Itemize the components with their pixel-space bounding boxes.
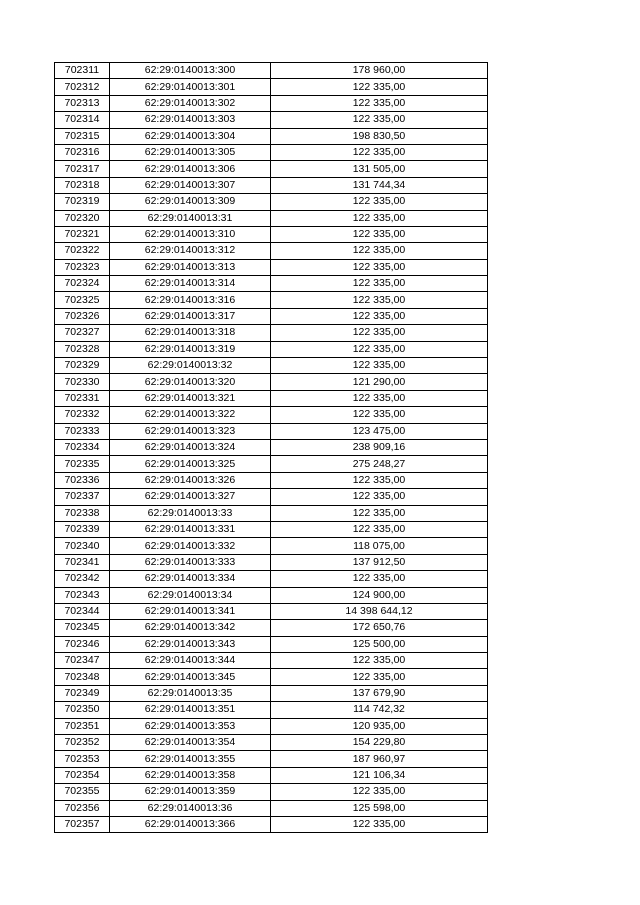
cadastral-number-cell: 62:29:0140013:354 [110, 735, 271, 751]
table-row [55, 276, 488, 292]
cadastral-value-cell: 122 335,00 [271, 341, 488, 357]
row-number-cell: 702346 [55, 636, 110, 652]
row-number-cell: 702352 [55, 735, 110, 751]
row-number-cell: 702357 [55, 816, 110, 832]
cadastral-number-cell: 62:29:0140013:32 [110, 358, 271, 374]
table-row [55, 358, 488, 374]
cadastral-value-cell: 122 335,00 [271, 308, 488, 324]
cadastral-number-cell: 62:29:0140013:341 [110, 603, 271, 619]
cadastral-number-cell: 62:29:0140013:332 [110, 538, 271, 554]
cadastral-value-cell: 122 335,00 [271, 292, 488, 308]
row-number-cell: 702345 [55, 620, 110, 636]
table-row [55, 685, 488, 701]
cadastral-number-cell: 62:29:0140013:359 [110, 784, 271, 800]
table-row [55, 210, 488, 226]
cadastral-number-cell: 62:29:0140013:310 [110, 226, 271, 242]
cadastral-value-cell: 122 335,00 [271, 112, 488, 128]
table-row [55, 767, 488, 783]
table-row [55, 571, 488, 587]
row-number-cell: 702337 [55, 489, 110, 505]
table-row [55, 226, 488, 242]
cadastral-value-cell: 122 335,00 [271, 571, 488, 587]
cadastral-number-cell: 62:29:0140013:345 [110, 669, 271, 685]
cadastral-value-cell: 122 335,00 [271, 505, 488, 521]
cadastral-value-cell: 122 335,00 [271, 653, 488, 669]
cadastral-value-cell: 14 398 644,12 [271, 603, 488, 619]
cadastral-number-cell: 62:29:0140013:313 [110, 259, 271, 275]
table-row [55, 259, 488, 275]
cadastral-number-cell: 62:29:0140013:305 [110, 144, 271, 160]
row-number-cell: 702355 [55, 784, 110, 800]
table-row [55, 407, 488, 423]
cadastral-number-cell: 62:29:0140013:325 [110, 456, 271, 472]
table-row [55, 456, 488, 472]
cadastral-number-cell: 62:29:0140013:302 [110, 95, 271, 111]
cadastral-number-cell: 62:29:0140013:318 [110, 325, 271, 341]
cadastral-value-cell: 122 335,00 [271, 669, 488, 685]
table-row [55, 620, 488, 636]
cadastral-number-cell: 62:29:0140013:355 [110, 751, 271, 767]
table-row [55, 374, 488, 390]
row-number-cell: 702356 [55, 800, 110, 816]
cadastral-value-cell: 125 598,00 [271, 800, 488, 816]
cadastral-number-cell: 62:29:0140013:343 [110, 636, 271, 652]
row-number-cell: 702354 [55, 767, 110, 783]
cadastral-value-cell: 123 475,00 [271, 423, 488, 439]
row-number-cell: 702343 [55, 587, 110, 603]
row-number-cell: 702341 [55, 554, 110, 570]
cadastral-value-cell: 275 248,27 [271, 456, 488, 472]
cadastral-value-cell: 122 335,00 [271, 243, 488, 259]
cadastral-value-cell: 122 335,00 [271, 816, 488, 832]
table-row [55, 308, 488, 324]
table-row [55, 95, 488, 111]
cadastral-value-cell: 122 335,00 [271, 521, 488, 537]
cadastral-value-cell: 125 500,00 [271, 636, 488, 652]
cadastral-number-cell: 62:29:0140013:321 [110, 390, 271, 406]
cadastral-number-cell: 62:29:0140013:334 [110, 571, 271, 587]
cadastral-number-cell: 62:29:0140013:36 [110, 800, 271, 816]
table-row [55, 439, 488, 455]
cadastral-value-cell: 118 075,00 [271, 538, 488, 554]
table-row [55, 472, 488, 488]
cadastral-number-cell: 62:29:0140013:353 [110, 718, 271, 734]
cadastral-number-cell: 62:29:0140013:35 [110, 685, 271, 701]
table-row [55, 243, 488, 259]
cadastral-value-cell: 122 335,00 [271, 226, 488, 242]
table-row [55, 653, 488, 669]
cadastral-number-cell: 62:29:0140013:323 [110, 423, 271, 439]
cadastral-number-cell: 62:29:0140013:314 [110, 276, 271, 292]
cadastral-value-cell: 122 335,00 [271, 489, 488, 505]
cadastral-value-cell: 122 335,00 [271, 276, 488, 292]
row-number-cell: 702348 [55, 669, 110, 685]
row-number-cell: 702332 [55, 407, 110, 423]
table-row [55, 292, 488, 308]
row-number-cell: 702323 [55, 259, 110, 275]
row-number-cell: 702311 [55, 63, 110, 79]
cadastral-number-cell: 62:29:0140013:326 [110, 472, 271, 488]
cadastral-number-cell: 62:29:0140013:319 [110, 341, 271, 357]
row-number-cell: 702339 [55, 521, 110, 537]
row-number-cell: 702312 [55, 79, 110, 95]
cadastral-value-cell: 121 290,00 [271, 374, 488, 390]
cadastral-number-cell: 62:29:0140013:351 [110, 702, 271, 718]
row-number-cell: 702350 [55, 702, 110, 718]
table-body [55, 63, 488, 833]
row-number-cell: 702347 [55, 653, 110, 669]
table-row [55, 800, 488, 816]
cadastral-value-cell: 178 960,00 [271, 63, 488, 79]
cadastral-value-cell: 137 679,90 [271, 685, 488, 701]
row-number-cell: 702325 [55, 292, 110, 308]
table-row [55, 177, 488, 193]
row-number-cell: 702315 [55, 128, 110, 144]
table-row [55, 423, 488, 439]
cadastral-value-cell: 131 744,34 [271, 177, 488, 193]
table-row [55, 702, 488, 718]
cadastral-value-cell: 122 335,00 [271, 390, 488, 406]
cadastral-number-cell: 62:29:0140013:320 [110, 374, 271, 390]
cadastral-value-cell: 198 830,50 [271, 128, 488, 144]
cadastral-number-cell: 62:29:0140013:358 [110, 767, 271, 783]
row-number-cell: 702321 [55, 226, 110, 242]
cadastral-value-cell: 131 505,00 [271, 161, 488, 177]
cadastral-number-cell: 62:29:0140013:307 [110, 177, 271, 193]
cadastral-number-cell: 62:29:0140013:324 [110, 439, 271, 455]
cadastral-number-cell: 62:29:0140013:366 [110, 816, 271, 832]
cadastral-number-cell: 62:29:0140013:304 [110, 128, 271, 144]
row-number-cell: 702349 [55, 685, 110, 701]
cadastral-value-cell: 122 335,00 [271, 472, 488, 488]
cadastral-value-cell: 114 742,32 [271, 702, 488, 718]
row-number-cell: 702313 [55, 95, 110, 111]
table-row [55, 194, 488, 210]
row-number-cell: 702342 [55, 571, 110, 587]
row-number-cell: 702336 [55, 472, 110, 488]
row-number-cell: 702314 [55, 112, 110, 128]
row-number-cell: 702324 [55, 276, 110, 292]
table-row [55, 751, 488, 767]
table-row [55, 669, 488, 685]
row-number-cell: 702333 [55, 423, 110, 439]
row-number-cell: 702326 [55, 308, 110, 324]
table-row [55, 735, 488, 751]
table-row [55, 112, 488, 128]
cadastral-value-cell: 122 335,00 [271, 210, 488, 226]
cadastral-value-cell: 122 335,00 [271, 194, 488, 210]
table-row [55, 521, 488, 537]
cadastral-number-cell: 62:29:0140013:301 [110, 79, 271, 95]
table-row [55, 505, 488, 521]
table-row [55, 390, 488, 406]
row-number-cell: 702338 [55, 505, 110, 521]
cadastral-value-cell: 122 335,00 [271, 325, 488, 341]
cadastral-number-cell: 62:29:0140013:342 [110, 620, 271, 636]
row-number-cell: 702330 [55, 374, 110, 390]
cadastral-number-cell: 62:29:0140013:316 [110, 292, 271, 308]
cadastral-value-cell: 122 335,00 [271, 259, 488, 275]
table-row [55, 603, 488, 619]
cadastral-value-cell: 122 335,00 [271, 95, 488, 111]
row-number-cell: 702353 [55, 751, 110, 767]
row-number-cell: 702340 [55, 538, 110, 554]
row-number-cell: 702351 [55, 718, 110, 734]
row-number-cell: 702334 [55, 439, 110, 455]
row-number-cell: 702318 [55, 177, 110, 193]
cadastral-number-cell: 62:29:0140013:333 [110, 554, 271, 570]
table-row [55, 554, 488, 570]
table-row [55, 161, 488, 177]
row-number-cell: 702344 [55, 603, 110, 619]
table-row [55, 538, 488, 554]
table-row [55, 784, 488, 800]
row-number-cell: 702319 [55, 194, 110, 210]
cadastral-value-cell: 120 935,00 [271, 718, 488, 734]
cadastral-number-cell: 62:29:0140013:31 [110, 210, 271, 226]
row-number-cell: 702327 [55, 325, 110, 341]
cadastral-number-cell: 62:29:0140013:327 [110, 489, 271, 505]
table-row [55, 636, 488, 652]
cadastral-number-cell: 62:29:0140013:331 [110, 521, 271, 537]
cadastral-number-cell: 62:29:0140013:309 [110, 194, 271, 210]
cadastral-number-cell: 62:29:0140013:322 [110, 407, 271, 423]
row-number-cell: 702329 [55, 358, 110, 374]
cadastral-value-cell: 238 909,16 [271, 439, 488, 455]
cadastral-value-cell: 121 106,34 [271, 767, 488, 783]
table-row [55, 341, 488, 357]
cadastral-value-cell: 187 960,97 [271, 751, 488, 767]
cadastral-value-cell: 122 335,00 [271, 79, 488, 95]
row-number-cell: 702316 [55, 144, 110, 160]
cadastral-value-table [54, 62, 488, 833]
cadastral-number-cell: 62:29:0140013:344 [110, 653, 271, 669]
cadastral-number-cell: 62:29:0140013:303 [110, 112, 271, 128]
cadastral-number-cell: 62:29:0140013:34 [110, 587, 271, 603]
cadastral-value-cell: 154 229,80 [271, 735, 488, 751]
cadastral-number-cell: 62:29:0140013:33 [110, 505, 271, 521]
table-row [55, 718, 488, 734]
cadastral-value-cell: 137 912,50 [271, 554, 488, 570]
cadastral-value-cell: 124 900,00 [271, 587, 488, 603]
cadastral-number-cell: 62:29:0140013:317 [110, 308, 271, 324]
table-row [55, 587, 488, 603]
row-number-cell: 702317 [55, 161, 110, 177]
row-number-cell: 702328 [55, 341, 110, 357]
row-number-cell: 702335 [55, 456, 110, 472]
cadastral-value-cell: 122 335,00 [271, 407, 488, 423]
row-number-cell: 702331 [55, 390, 110, 406]
table-row [55, 79, 488, 95]
table-row [55, 489, 488, 505]
table-row [55, 816, 488, 832]
cadastral-number-cell: 62:29:0140013:312 [110, 243, 271, 259]
table-row [55, 144, 488, 160]
table-row [55, 325, 488, 341]
cadastral-number-cell: 62:29:0140013:306 [110, 161, 271, 177]
cadastral-value-cell: 122 335,00 [271, 358, 488, 374]
cadastral-number-cell: 62:29:0140013:300 [110, 63, 271, 79]
table-row [55, 128, 488, 144]
row-number-cell: 702320 [55, 210, 110, 226]
cadastral-value-cell: 122 335,00 [271, 144, 488, 160]
table-row [55, 63, 488, 79]
row-number-cell: 702322 [55, 243, 110, 259]
cadastral-value-cell: 122 335,00 [271, 784, 488, 800]
cadastral-value-cell: 172 650,76 [271, 620, 488, 636]
